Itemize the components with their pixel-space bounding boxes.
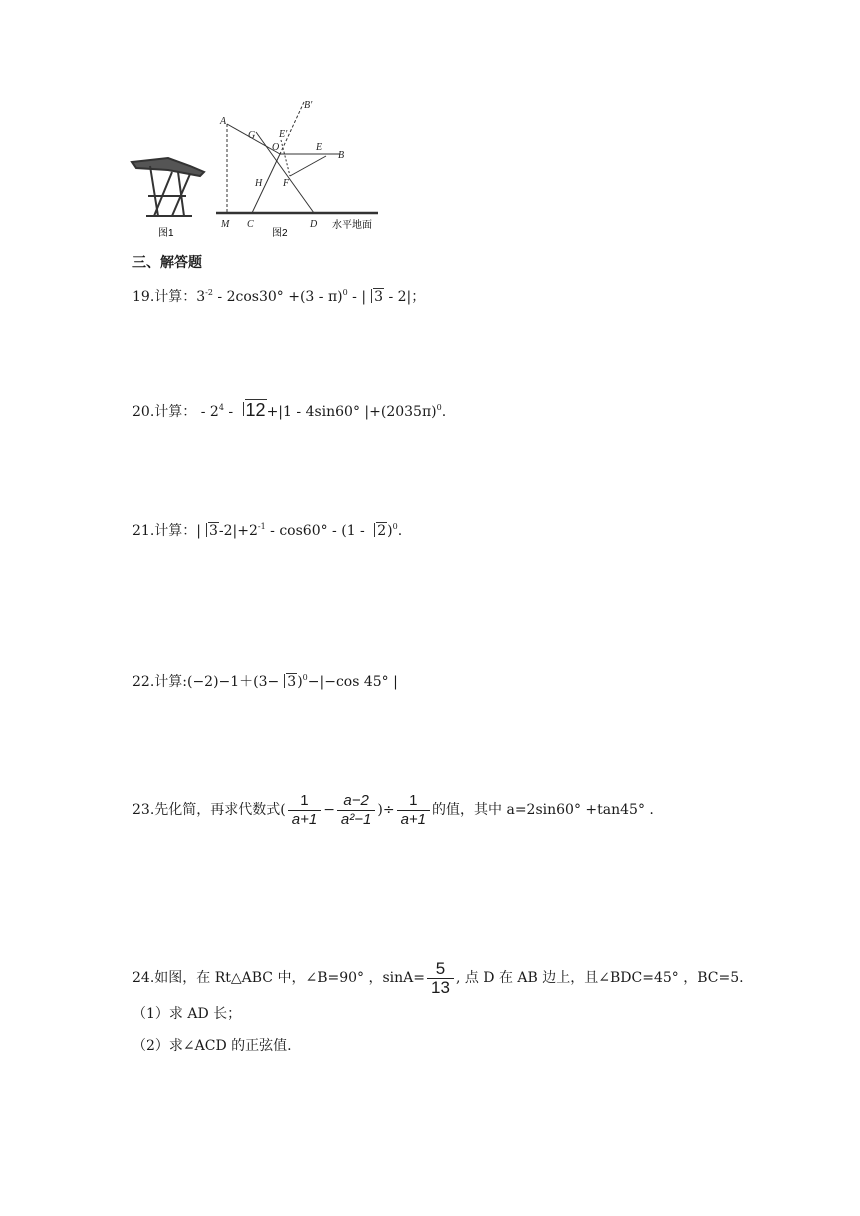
point-label-O: O [272,142,280,153]
point-label-G: G [248,130,256,141]
q21-end: . [397,523,403,539]
question-19 [132,283,425,307]
point-label-D: D [310,219,318,230]
point-label-E-prime: E' [279,129,288,140]
q20-tail: +|1 - 4sin60° |+(2035π) [266,404,437,420]
question-23 [132,788,654,832]
question-20 [132,398,446,422]
section-heading: 三、解答题 [132,254,202,270]
q22-radical: 3 [279,672,297,692]
q21-mid2: - cos60° - (1 - [265,523,370,539]
q23-fraction-3: $\frac{1}{a+1}$ [397,792,430,829]
q21-prefix: 21.计算：| [132,523,201,539]
q20-exp2: 0 [436,403,442,412]
fig1-caption: 图1 [158,228,174,238]
q19-exp1: -2 [205,288,213,297]
q22-tail: −|−cos 45° | [307,674,398,690]
figure-svg [128,100,383,238]
figure-block [128,100,383,238]
q21-mid1: -2|+2 [218,523,258,539]
fig2-caption: 图2 [272,228,288,238]
q20-end: . [441,404,447,420]
q22-exp: 0 [302,673,308,682]
q20-radical: 12 [238,400,267,420]
q21-exp2: 0 [392,522,398,531]
drying-rack-illustration [132,158,204,216]
q24-subquestion-1: （1）求 AD 长； [132,1006,242,1022]
q23-fraction-1: $\frac{1}{a+1}$ [288,792,321,829]
q22-mid: ) [297,674,303,690]
point-label-B: B [338,150,345,161]
q23-prefix: 23.先化简，再求代数式( [132,802,286,818]
q23-fraction-2: $\frac{a-2}{\text{a²−1}}$ [337,792,375,829]
q23-tail: 的值，其中 a=2sin60° +tan45° . [432,802,654,818]
q19-mid: - 2cos30° +(3 - π) [212,289,343,305]
q20-minus: - [223,404,238,420]
q23-minus: − [323,802,335,818]
question-21 [132,517,402,541]
point-label-F: F [283,178,290,189]
q24-subquestion-2: （2）求∠ACD 的正弦值. [132,1038,292,1054]
question-24 [132,956,744,1000]
q22-prefix: 22.计算:(−2)−1＋(3− [132,674,280,690]
q21-mid3: ) [387,523,393,539]
q19-radical: 3 [366,287,384,307]
q20-prefix: 20.计算： - 2 [132,404,219,420]
q19-prefix: 19.计算：3 [132,289,206,305]
q19-exp2: 0 [342,288,348,297]
point-label-E: E [316,142,323,153]
point-label-A: A [220,116,227,127]
q24-prefix: 24.如图，在 Rt△ABC 中，∠B=90° ，sinA= [132,970,426,986]
q24-tail: , 点 D 在 AB 边上，且∠BDC=45° ，BC=5. [455,970,744,986]
q19-tail1: - | [347,289,367,305]
point-label-H: H [255,178,263,189]
q21-exp1: -1 [257,522,266,531]
question-22 [132,668,398,692]
geometry-diagram [216,102,378,213]
q21-radical-2: 2 [369,521,387,541]
point-label-B-prime: B' [304,100,313,111]
q21-radical-1: 3 [201,521,219,541]
point-label-M: M [221,219,230,230]
ground-label: 水平地面 [332,220,372,231]
point-label-C: C [247,219,254,230]
q19-tail2: - 2|； [384,289,426,305]
q24-fraction: $\frac{5}{13}$ [427,960,454,997]
q20-exp1: 4 [218,403,224,412]
q23-close-div: )÷ [377,802,395,818]
